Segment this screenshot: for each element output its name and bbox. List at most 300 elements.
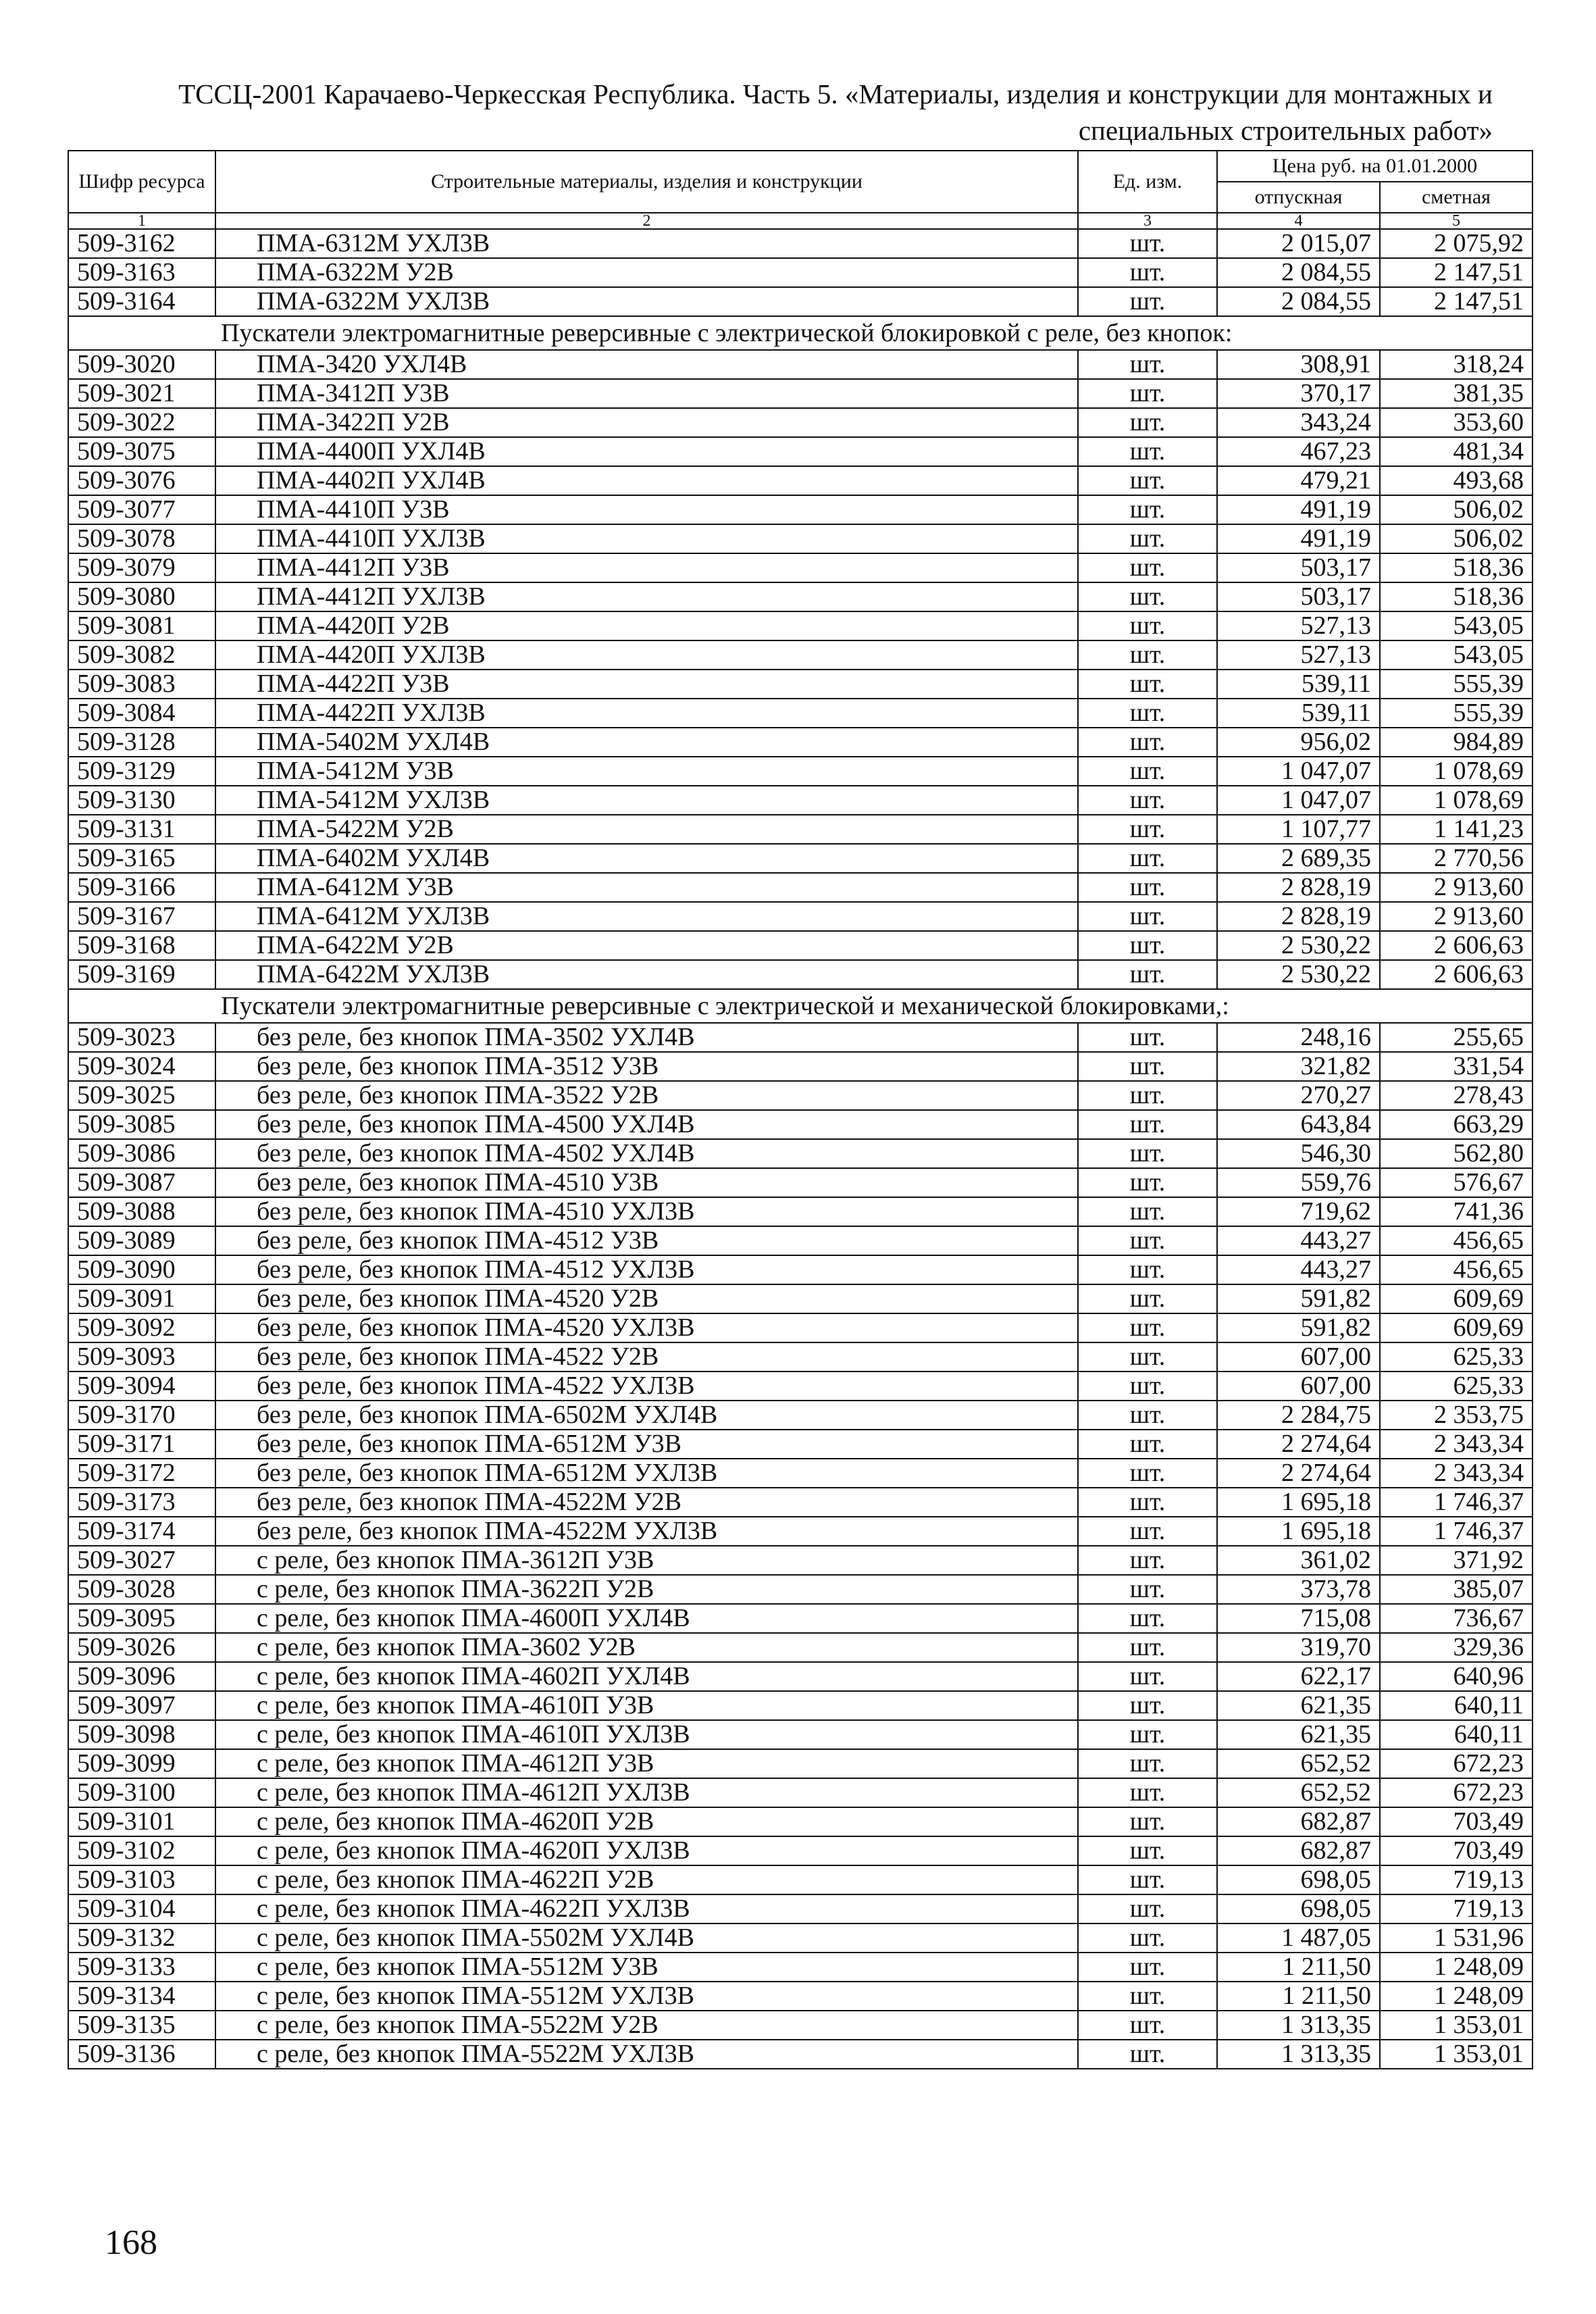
table-row bbox=[68, 1749, 1533, 1778]
release-price-cell: 643,84 bbox=[1217, 1110, 1380, 1139]
resource-code-cell: 509-3131 bbox=[68, 815, 215, 844]
column-number: 5 bbox=[1380, 213, 1533, 229]
estimate-price-cell: 2 606,63 bbox=[1380, 960, 1533, 989]
material-name-cell: ПМА-6422М У2В bbox=[215, 931, 1078, 960]
release-price-cell: 373,78 bbox=[1217, 1575, 1380, 1604]
material-name-cell: ПМА-5412М УХЛ3В bbox=[215, 786, 1078, 815]
material-name-cell: ПМА-3412П У3В bbox=[215, 379, 1078, 408]
estimate-price-cell: 663,29 bbox=[1380, 1110, 1533, 1139]
table-row bbox=[68, 1081, 1533, 1110]
resource-code-cell: 509-3099 bbox=[68, 1749, 215, 1778]
table-row bbox=[68, 1691, 1533, 1720]
resource-code-cell: 509-3094 bbox=[68, 1372, 215, 1401]
material-name-cell: с реле, без кнопок ПМА-4610П УХЛ3В bbox=[215, 1720, 1078, 1749]
resource-code-cell: 509-3090 bbox=[68, 1255, 215, 1284]
table-body bbox=[68, 229, 1533, 2069]
table-row bbox=[68, 960, 1533, 989]
table-row bbox=[68, 229, 1533, 258]
unit-cell: шт. bbox=[1078, 1459, 1217, 1488]
table-row bbox=[68, 844, 1533, 873]
estimate-price-cell: 543,05 bbox=[1380, 611, 1533, 640]
material-name-cell: ПМА-6312М УХЛ3В bbox=[215, 229, 1078, 258]
unit-cell: шт. bbox=[1078, 1836, 1217, 1865]
estimate-price-cell: 736,67 bbox=[1380, 1604, 1533, 1633]
resource-code-cell: 509-3164 bbox=[68, 287, 215, 316]
release-price-cell: 607,00 bbox=[1217, 1342, 1380, 1372]
estimate-price-cell: 1 746,37 bbox=[1380, 1488, 1533, 1517]
resource-code-cell: 509-3100 bbox=[68, 1778, 215, 1807]
unit-cell: шт. bbox=[1078, 1284, 1217, 1313]
resource-code-cell: 509-3162 bbox=[68, 229, 215, 258]
table-row bbox=[68, 728, 1533, 757]
unit-cell: шт. bbox=[1078, 1982, 1217, 2011]
material-name-cell: ПМА-6412М УХЛ3В bbox=[215, 902, 1078, 931]
release-price-cell: 1 211,50 bbox=[1217, 1953, 1380, 1982]
unit-cell: шт. bbox=[1078, 1575, 1217, 1604]
resource-code-cell: 509-3136 bbox=[68, 2040, 215, 2069]
table-row bbox=[68, 1836, 1533, 1865]
material-name-cell: ПМА-4402П УХЛ4В bbox=[215, 466, 1078, 495]
resource-code-cell: 509-3083 bbox=[68, 670, 215, 699]
table-row bbox=[68, 1953, 1533, 1982]
estimate-price-cell: 984,89 bbox=[1380, 728, 1533, 757]
resource-code-cell: 509-3024 bbox=[68, 1052, 215, 1081]
release-price-cell: 270,27 bbox=[1217, 1081, 1380, 1110]
material-name-cell: с реле, без кнопок ПМА-5522М УХЛ3В bbox=[215, 2040, 1078, 2069]
resource-code-cell: 509-3128 bbox=[68, 728, 215, 757]
material-name-cell: без реле, без кнопок ПМА-4512 У3В bbox=[215, 1226, 1078, 1255]
unit-cell: шт. bbox=[1078, 873, 1217, 902]
estimate-price-cell: 1 141,23 bbox=[1380, 815, 1533, 844]
release-price-cell: 491,19 bbox=[1217, 495, 1380, 524]
resource-code-cell: 509-3082 bbox=[68, 640, 215, 670]
estimate-price-cell: 2 147,51 bbox=[1380, 258, 1533, 287]
estimate-price-cell: 456,65 bbox=[1380, 1255, 1533, 1284]
release-price-cell: 591,82 bbox=[1217, 1313, 1380, 1342]
table-row bbox=[68, 1720, 1533, 1749]
resource-code-cell: 509-3172 bbox=[68, 1459, 215, 1488]
column-number: 1 bbox=[68, 213, 215, 229]
resource-code-cell: 509-3163 bbox=[68, 258, 215, 287]
table-row bbox=[68, 495, 1533, 524]
release-price-cell: 1 695,18 bbox=[1217, 1488, 1380, 1517]
material-name-cell: ПМА-4420П У2В bbox=[215, 611, 1078, 640]
table-row bbox=[68, 786, 1533, 815]
unit-cell: шт. bbox=[1078, 844, 1217, 873]
unit-cell: шт. bbox=[1078, 524, 1217, 553]
table-row bbox=[68, 931, 1533, 960]
table-row bbox=[68, 466, 1533, 495]
material-name-cell: с реле, без кнопок ПМА-5502М УХЛ4В bbox=[215, 1923, 1078, 1953]
resource-code-cell: 509-3132 bbox=[68, 1923, 215, 1953]
release-price-cell: 682,87 bbox=[1217, 1807, 1380, 1836]
unit-cell: шт. bbox=[1078, 1546, 1217, 1575]
material-name-cell: без реле, без кнопок ПМА-4502 УХЛ4В bbox=[215, 1139, 1078, 1168]
table-row bbox=[68, 524, 1533, 553]
release-price-cell: 1 047,07 bbox=[1217, 786, 1380, 815]
table-row bbox=[68, 1488, 1533, 1517]
release-price-cell: 2 274,64 bbox=[1217, 1459, 1380, 1488]
estimate-price-cell: 1 353,01 bbox=[1380, 2040, 1533, 2069]
release-price-cell: 527,13 bbox=[1217, 611, 1380, 640]
unit-cell: шт. bbox=[1078, 1807, 1217, 1836]
resource-code-cell: 509-3086 bbox=[68, 1139, 215, 1168]
unit-cell: шт. bbox=[1078, 1052, 1217, 1081]
material-name-cell: ПМА-4422П У3В bbox=[215, 670, 1078, 699]
resource-code-cell: 509-3104 bbox=[68, 1894, 215, 1923]
estimate-price-cell: 2 606,63 bbox=[1380, 931, 1533, 960]
release-price-cell: 2 530,22 bbox=[1217, 960, 1380, 989]
resource-code-cell: 509-3089 bbox=[68, 1226, 215, 1255]
material-name-cell: с реле, без кнопок ПМА-4610П У3В bbox=[215, 1691, 1078, 1720]
unit-cell: шт. bbox=[1078, 1342, 1217, 1372]
estimate-price-cell: 1 078,69 bbox=[1380, 786, 1533, 815]
resource-code-cell: 509-3027 bbox=[68, 1546, 215, 1575]
estimate-price-cell: 381,35 bbox=[1380, 379, 1533, 408]
unit-cell: шт. bbox=[1078, 1430, 1217, 1459]
estimate-price-cell: 278,43 bbox=[1380, 1081, 1533, 1110]
release-price-cell: 2 284,75 bbox=[1217, 1401, 1380, 1430]
material-name-cell: ПМА-4412П УХЛ3В bbox=[215, 582, 1078, 611]
estimate-price-cell: 1 248,09 bbox=[1380, 1982, 1533, 2011]
release-price-cell: 622,17 bbox=[1217, 1662, 1380, 1691]
material-name-cell: ПМА-6322М У2В bbox=[215, 258, 1078, 287]
material-name-cell: без реле, без кнопок ПМА-4512 УХЛ3В bbox=[215, 1255, 1078, 1284]
estimate-price-cell: 543,05 bbox=[1380, 640, 1533, 670]
estimate-price-cell: 506,02 bbox=[1380, 495, 1533, 524]
resource-code-cell: 509-3021 bbox=[68, 379, 215, 408]
resource-code-cell: 509-3075 bbox=[68, 437, 215, 466]
table-row bbox=[68, 2011, 1533, 2040]
estimate-price-cell: 1 746,37 bbox=[1380, 1517, 1533, 1546]
unit-cell: шт. bbox=[1078, 229, 1217, 258]
table-row bbox=[68, 350, 1533, 379]
resource-code-cell: 509-3091 bbox=[68, 1284, 215, 1313]
resource-code-cell: 509-3085 bbox=[68, 1110, 215, 1139]
estimate-price-cell: 481,34 bbox=[1380, 437, 1533, 466]
estimate-price-cell: 2 353,75 bbox=[1380, 1401, 1533, 1430]
table-row bbox=[68, 1517, 1533, 1546]
release-price-cell: 621,35 bbox=[1217, 1691, 1380, 1720]
material-name-cell: без реле, без кнопок ПМА-4510 У3В bbox=[215, 1168, 1078, 1197]
resource-code-cell: 509-3076 bbox=[68, 466, 215, 495]
release-price-cell: 361,02 bbox=[1217, 1546, 1380, 1575]
estimate-price-cell: 2 913,60 bbox=[1380, 902, 1533, 931]
unit-cell: шт. bbox=[1078, 728, 1217, 757]
unit-cell: шт. bbox=[1078, 1633, 1217, 1662]
estimate-price-cell: 1 531,96 bbox=[1380, 1923, 1533, 1953]
estimate-price-cell: 555,39 bbox=[1380, 699, 1533, 728]
release-price-cell: 1 047,07 bbox=[1217, 757, 1380, 786]
estimate-price-cell: 576,67 bbox=[1380, 1168, 1533, 1197]
resource-code-cell: 509-3079 bbox=[68, 553, 215, 582]
release-price-cell: 652,52 bbox=[1217, 1749, 1380, 1778]
resource-code-cell: 509-3097 bbox=[68, 1691, 215, 1720]
table-row bbox=[68, 1575, 1533, 1604]
estimate-price-cell: 625,33 bbox=[1380, 1342, 1533, 1372]
material-name-cell: ПМА-6322М УХЛ3В bbox=[215, 287, 1078, 316]
release-price-cell: 1 313,35 bbox=[1217, 2011, 1380, 2040]
estimate-price-cell: 329,36 bbox=[1380, 1633, 1533, 1662]
estimate-price-cell: 703,49 bbox=[1380, 1807, 1533, 1836]
unit-cell: шт. bbox=[1078, 670, 1217, 699]
unit-cell: шт. bbox=[1078, 1139, 1217, 1168]
material-name-cell: ПМА-5412М У3В bbox=[215, 757, 1078, 786]
unit-cell: шт. bbox=[1078, 582, 1217, 611]
header-estimate-price: сметная bbox=[1380, 182, 1533, 213]
unit-cell: шт. bbox=[1078, 2011, 1217, 2040]
title-line-2: специальных строительных работ» bbox=[1078, 115, 1493, 146]
release-price-cell: 503,17 bbox=[1217, 582, 1380, 611]
table-row bbox=[68, 1430, 1533, 1459]
release-price-cell: 621,35 bbox=[1217, 1720, 1380, 1749]
estimate-price-cell: 371,92 bbox=[1380, 1546, 1533, 1575]
resource-code-cell: 509-3026 bbox=[68, 1633, 215, 1662]
resource-code-cell: 509-3134 bbox=[68, 1982, 215, 2011]
unit-cell: шт. bbox=[1078, 553, 1217, 582]
resource-code-cell: 509-3092 bbox=[68, 1313, 215, 1342]
unit-cell: шт. bbox=[1078, 379, 1217, 408]
table-row bbox=[68, 757, 1533, 786]
resource-code-cell: 509-3077 bbox=[68, 495, 215, 524]
material-name-cell: с реле, без кнопок ПМА-3612П У3В bbox=[215, 1546, 1078, 1575]
estimate-price-cell: 719,13 bbox=[1380, 1894, 1533, 1923]
material-name-cell: с реле, без кнопок ПМА-3622П У2В bbox=[215, 1575, 1078, 1604]
material-name-cell: с реле, без кнопок ПМА-4612П У3В bbox=[215, 1749, 1078, 1778]
material-name-cell: без реле, без кнопок ПМА-6512М УХЛ3В bbox=[215, 1459, 1078, 1488]
table-row bbox=[68, 611, 1533, 640]
table-row bbox=[68, 670, 1533, 699]
estimate-price-cell: 2 075,92 bbox=[1380, 229, 1533, 258]
table-row bbox=[68, 1052, 1533, 1081]
unit-cell: шт. bbox=[1078, 1110, 1217, 1139]
table-row bbox=[68, 1982, 1533, 2011]
unit-cell: шт. bbox=[1078, 287, 1217, 316]
unit-cell: шт. bbox=[1078, 1923, 1217, 1953]
resource-code-cell: 509-3080 bbox=[68, 582, 215, 611]
estimate-price-cell: 2 343,34 bbox=[1380, 1459, 1533, 1488]
material-name-cell: без реле, без кнопок ПМА-4522 УХЛ3В bbox=[215, 1372, 1078, 1401]
price-table bbox=[68, 150, 1533, 2069]
resource-code-cell: 509-3025 bbox=[68, 1081, 215, 1110]
estimate-price-cell: 2 343,34 bbox=[1380, 1430, 1533, 1459]
estimate-price-cell: 1 078,69 bbox=[1380, 757, 1533, 786]
release-price-cell: 308,91 bbox=[1217, 350, 1380, 379]
release-price-cell: 2 828,19 bbox=[1217, 873, 1380, 902]
resource-code-cell: 509-3103 bbox=[68, 1865, 215, 1894]
resource-code-cell: 509-3098 bbox=[68, 1720, 215, 1749]
release-price-cell: 652,52 bbox=[1217, 1778, 1380, 1807]
material-name-cell: без реле, без кнопок ПМА-4522М УХЛ3В bbox=[215, 1517, 1078, 1546]
section-header-row bbox=[68, 989, 1533, 1023]
material-name-cell: с реле, без кнопок ПМА-4622П УХЛ3В bbox=[215, 1894, 1078, 1923]
resource-code-cell: 509-3028 bbox=[68, 1575, 215, 1604]
release-price-cell: 1 313,35 bbox=[1217, 2040, 1380, 2069]
header-name: Строительные материалы, изделия и конструкции bbox=[215, 151, 1078, 213]
release-price-cell: 698,05 bbox=[1217, 1865, 1380, 1894]
unit-cell: шт. bbox=[1078, 902, 1217, 931]
resource-code-cell: 509-3096 bbox=[68, 1662, 215, 1691]
release-price-cell: 1 487,05 bbox=[1217, 1923, 1380, 1953]
release-price-cell: 1 107,77 bbox=[1217, 815, 1380, 844]
estimate-price-cell: 385,07 bbox=[1380, 1575, 1533, 1604]
resource-code-cell: 509-3174 bbox=[68, 1517, 215, 1546]
table-row bbox=[68, 553, 1533, 582]
material-name-cell: с реле, без кнопок ПМА-5522М У2В bbox=[215, 2011, 1078, 2040]
unit-cell: шт. bbox=[1078, 1517, 1217, 1546]
release-price-cell: 2 530,22 bbox=[1217, 931, 1380, 960]
resource-code-cell: 509-3101 bbox=[68, 1807, 215, 1836]
release-price-cell: 2 084,55 bbox=[1217, 258, 1380, 287]
table-row bbox=[68, 815, 1533, 844]
material-name-cell: ПМА-5422М У2В bbox=[215, 815, 1078, 844]
material-name-cell: ПМА-4400П УХЛ4В bbox=[215, 437, 1078, 466]
unit-cell: шт. bbox=[1078, 2040, 1217, 2069]
unit-cell: шт. bbox=[1078, 1691, 1217, 1720]
resource-code-cell: 509-3167 bbox=[68, 902, 215, 931]
table-row bbox=[68, 1923, 1533, 1953]
estimate-price-cell: 1 353,01 bbox=[1380, 2011, 1533, 2040]
unit-cell: шт. bbox=[1078, 786, 1217, 815]
estimate-price-cell: 625,33 bbox=[1380, 1372, 1533, 1401]
estimate-price-cell: 703,49 bbox=[1380, 1836, 1533, 1865]
material-name-cell: ПМА-6412М У3В bbox=[215, 873, 1078, 902]
table-row bbox=[68, 1342, 1533, 1372]
table-row bbox=[68, 1459, 1533, 1488]
estimate-price-cell: 1 248,09 bbox=[1380, 1953, 1533, 1982]
resource-code-cell: 509-3166 bbox=[68, 873, 215, 902]
table-row bbox=[68, 873, 1533, 902]
estimate-price-cell: 2 770,56 bbox=[1380, 844, 1533, 873]
release-price-cell: 2 828,19 bbox=[1217, 902, 1380, 931]
page-number: 168 bbox=[105, 2223, 157, 2262]
section-title: Пускатели электромагнитные реверсивные с электрической и механической блокировками,: bbox=[68, 989, 1533, 1023]
estimate-price-cell: 672,23 bbox=[1380, 1749, 1533, 1778]
estimate-price-cell: 493,68 bbox=[1380, 466, 1533, 495]
estimate-price-cell: 640,11 bbox=[1380, 1720, 1533, 1749]
release-price-cell: 539,11 bbox=[1217, 670, 1380, 699]
material-name-cell: с реле, без кнопок ПМА-4620П У2В bbox=[215, 1807, 1078, 1836]
table-row bbox=[68, 1023, 1533, 1052]
table-row bbox=[68, 1313, 1533, 1342]
unit-cell: шт. bbox=[1078, 1894, 1217, 1923]
material-name-cell: без реле, без кнопок ПМА-4510 УХЛ3В bbox=[215, 1197, 1078, 1226]
table-row bbox=[68, 1778, 1533, 1807]
unit-cell: шт. bbox=[1078, 408, 1217, 437]
table-row bbox=[68, 1894, 1533, 1923]
release-price-cell: 443,27 bbox=[1217, 1226, 1380, 1255]
table-row bbox=[68, 582, 1533, 611]
resource-code-cell: 509-3093 bbox=[68, 1342, 215, 1372]
unit-cell: шт. bbox=[1078, 1023, 1217, 1052]
material-name-cell: ПМА-3422П У2В bbox=[215, 408, 1078, 437]
material-name-cell: без реле, без кнопок ПМА-4522 У2В bbox=[215, 1342, 1078, 1372]
resource-code-cell: 509-3088 bbox=[68, 1197, 215, 1226]
material-name-cell: без реле, без кнопок ПМА-6512М У3В bbox=[215, 1430, 1078, 1459]
table-row bbox=[68, 258, 1533, 287]
material-name-cell: без реле, без кнопок ПМА-3502 УХЛ4В bbox=[215, 1023, 1078, 1052]
release-price-cell: 1 211,50 bbox=[1217, 1982, 1380, 2011]
title-line-1: ТССЦ-2001 Карачаево-Черкесская Республика. Часть 5. «Материалы, изделия и конструкции для монтажных и bbox=[178, 78, 1493, 109]
table-row bbox=[68, 1372, 1533, 1401]
resource-code-cell: 509-3020 bbox=[68, 350, 215, 379]
unit-cell: шт. bbox=[1078, 1865, 1217, 1894]
resource-code-cell: 509-3173 bbox=[68, 1488, 215, 1517]
column-number: 4 bbox=[1217, 213, 1380, 229]
release-price-cell: 370,17 bbox=[1217, 379, 1380, 408]
release-price-cell: 467,23 bbox=[1217, 437, 1380, 466]
table-row bbox=[68, 1284, 1533, 1313]
table-row bbox=[68, 1168, 1533, 1197]
header-code: Шифр ресурса bbox=[68, 151, 215, 213]
estimate-price-cell: 2 913,60 bbox=[1380, 873, 1533, 902]
table-row bbox=[68, 1604, 1533, 1633]
release-price-cell: 559,76 bbox=[1217, 1168, 1380, 1197]
header-release-price: отпускная bbox=[1217, 182, 1380, 213]
unit-cell: шт. bbox=[1078, 1168, 1217, 1197]
resource-code-cell: 509-3078 bbox=[68, 524, 215, 553]
resource-code-cell: 509-3022 bbox=[68, 408, 215, 437]
unit-cell: шт. bbox=[1078, 466, 1217, 495]
unit-cell: шт. bbox=[1078, 757, 1217, 786]
estimate-price-cell: 609,69 bbox=[1380, 1284, 1533, 1313]
release-price-cell: 2 015,07 bbox=[1217, 229, 1380, 258]
release-price-cell: 2 084,55 bbox=[1217, 287, 1380, 316]
release-price-cell: 682,87 bbox=[1217, 1836, 1380, 1865]
material-name-cell: с реле, без кнопок ПМА-5512М У3В bbox=[215, 1953, 1078, 1982]
resource-code-cell: 509-3168 bbox=[68, 931, 215, 960]
resource-code-cell: 509-3084 bbox=[68, 699, 215, 728]
release-price-cell: 2 689,35 bbox=[1217, 844, 1380, 873]
material-name-cell: с реле, без кнопок ПМА-4602П УХЛ4В bbox=[215, 1662, 1078, 1691]
column-number: 2 bbox=[215, 213, 1078, 229]
estimate-price-cell: 719,13 bbox=[1380, 1865, 1533, 1894]
table-row bbox=[68, 902, 1533, 931]
section-title: Пускатели электромагнитные реверсивные с электрической блокировкой с реле, без кнопок: bbox=[68, 316, 1533, 350]
estimate-price-cell: 518,36 bbox=[1380, 553, 1533, 582]
table-row bbox=[68, 408, 1533, 437]
release-price-cell: 956,02 bbox=[1217, 728, 1380, 757]
unit-cell: шт. bbox=[1078, 1313, 1217, 1342]
release-price-cell: 319,70 bbox=[1217, 1633, 1380, 1662]
material-name-cell: ПМА-4422П УХЛ3В bbox=[215, 699, 1078, 728]
material-name-cell: с реле, без кнопок ПМА-4612П УХЛ3В bbox=[215, 1778, 1078, 1807]
material-name-cell: ПМА-3420 УХЛ4В bbox=[215, 350, 1078, 379]
material-name-cell: без реле, без кнопок ПМА-3512 У3В bbox=[215, 1052, 1078, 1081]
estimate-price-cell: 640,96 bbox=[1380, 1662, 1533, 1691]
material-name-cell: без реле, без кнопок ПМА-4522М У2В bbox=[215, 1488, 1078, 1517]
release-price-cell: 719,62 bbox=[1217, 1197, 1380, 1226]
unit-cell: шт. bbox=[1078, 437, 1217, 466]
material-name-cell: ПМА-4410П У3В bbox=[215, 495, 1078, 524]
material-name-cell: без реле, без кнопок ПМА-4520 УХЛ3В bbox=[215, 1313, 1078, 1342]
material-name-cell: без реле, без кнопок ПМА-6502М УХЛ4В bbox=[215, 1401, 1078, 1430]
unit-cell: шт. bbox=[1078, 1488, 1217, 1517]
unit-cell: шт. bbox=[1078, 815, 1217, 844]
resource-code-cell: 509-3087 bbox=[68, 1168, 215, 1197]
resource-code-cell: 509-3130 bbox=[68, 786, 215, 815]
table-row bbox=[68, 1865, 1533, 1894]
unit-cell: шт. bbox=[1078, 1778, 1217, 1807]
release-price-cell: 321,82 bbox=[1217, 1052, 1380, 1081]
document-title bbox=[0, 76, 1493, 149]
material-name-cell: ПМА-5402М УХЛ4В bbox=[215, 728, 1078, 757]
table-row bbox=[68, 1807, 1533, 1836]
release-price-cell: 503,17 bbox=[1217, 553, 1380, 582]
estimate-price-cell: 506,02 bbox=[1380, 524, 1533, 553]
unit-cell: шт. bbox=[1078, 1662, 1217, 1691]
resource-code-cell: 509-3133 bbox=[68, 1953, 215, 1982]
